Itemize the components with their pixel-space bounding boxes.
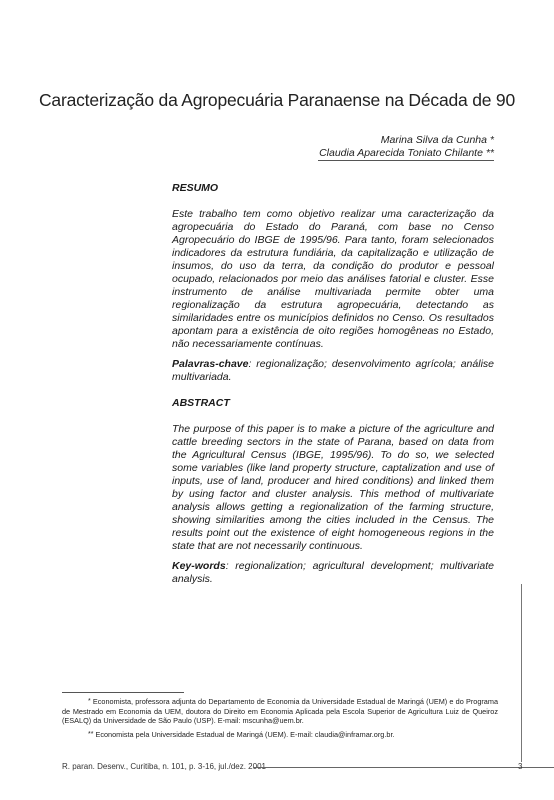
- journal-citation: R. paran. Desenv., Curitiba, n. 101, p. 3-16, jul./dez. 2001: [62, 762, 266, 771]
- abstract-keywords-text: : regionalization; agricultural development; multivariate analysis.: [172, 560, 494, 585]
- footnote: [62, 697, 498, 726]
- resumo-body: Este trabalho tem como objetivo realizar uma caracterização da agropecuária do Estado do Paraná, com base no Censo Agropecuário do IBGE de 1995/96. Para tanto, foram selecionados indicadores da estrutura fundiária, da capitalização e utilização de insumos, do uso da terra, da condição do produtor e pessoal ocupado, relacionados por meio das análises fatorial e cluster. Esse instrumento de análise multivariada permite obter uma regionalização da estrutura agropecuária, detectando as similaridades entre os municípios definidos no Censo. Os resultados apontam para a existência de oito regiões homogêneas no Estado, não necessariamente contínuas.: [172, 208, 494, 350]
- footnote-divider: [62, 692, 184, 693]
- paper-title: Caracterização da Agropecuária Paranaense na Década de 90: [38, 90, 515, 110]
- footnote-text: Economista pela Universidade Estadual de Maringá (UEM). E-mail: claudia@inframar.org.br.: [95, 729, 395, 739]
- resumo-keywords: [172, 358, 494, 384]
- abstract-keywords-label: Key-words: [172, 560, 226, 572]
- footer-divider: [254, 767, 554, 768]
- page-number: 3: [518, 762, 523, 771]
- abstract-heading: ABSTRACT: [172, 397, 230, 409]
- author-block: [319, 134, 494, 160]
- footnote-mark: **: [88, 730, 94, 738]
- footnote: [62, 730, 498, 740]
- author-divider: [318, 160, 494, 161]
- resumo-keywords-label: Palavras-chave: [172, 358, 249, 370]
- footnote-text: Economista, professora adjunta do Departamento de Economia da Universidade Estadual de Maringá (UEM) e do Programa de Mestrado em Economia da UEM, doutora do Direito em Economia Aplicada pela Escola Superior de Agricultura Luiz de Queiroz (ESALQ) da Universidade de São Paulo (USP). E-mail: mscunha@uem.br.: [62, 697, 498, 725]
- resumo-keywords-text: : regionalização; desenvolvimento agrícola; análise multivariada.: [172, 358, 494, 383]
- footnote-mark: *: [88, 698, 91, 705]
- margin-rule: [521, 584, 522, 762]
- page-footer: [62, 762, 532, 776]
- author-name: Claudia Aparecida Toniato Chilante **: [319, 147, 494, 159]
- resumo-heading: RESUMO: [172, 182, 219, 194]
- author-name: Marina Silva da Cunha *: [380, 134, 494, 146]
- footnotes: [62, 697, 498, 743]
- abstract-body: The purpose of this paper is to make a picture of the agriculture and cattle breeding sectors in the state of Parana, based on data from the Agricultural Census (IBGE, 1995/96). To do so, we selected some variables (like land property structure, captalization and use of inputs, use of land, producer and hired conditions) and linked them by using factor and cluster analysis. This method of multivariate analysis allows getting a regionalization of the farming structure, showing similarities among the cities included in the Census. The results point out the existence of eight homogeneous regions in the state that are not necessarily continuous.: [172, 423, 494, 552]
- abstract-section: [172, 182, 494, 599]
- abstract-keywords: [172, 560, 494, 586]
